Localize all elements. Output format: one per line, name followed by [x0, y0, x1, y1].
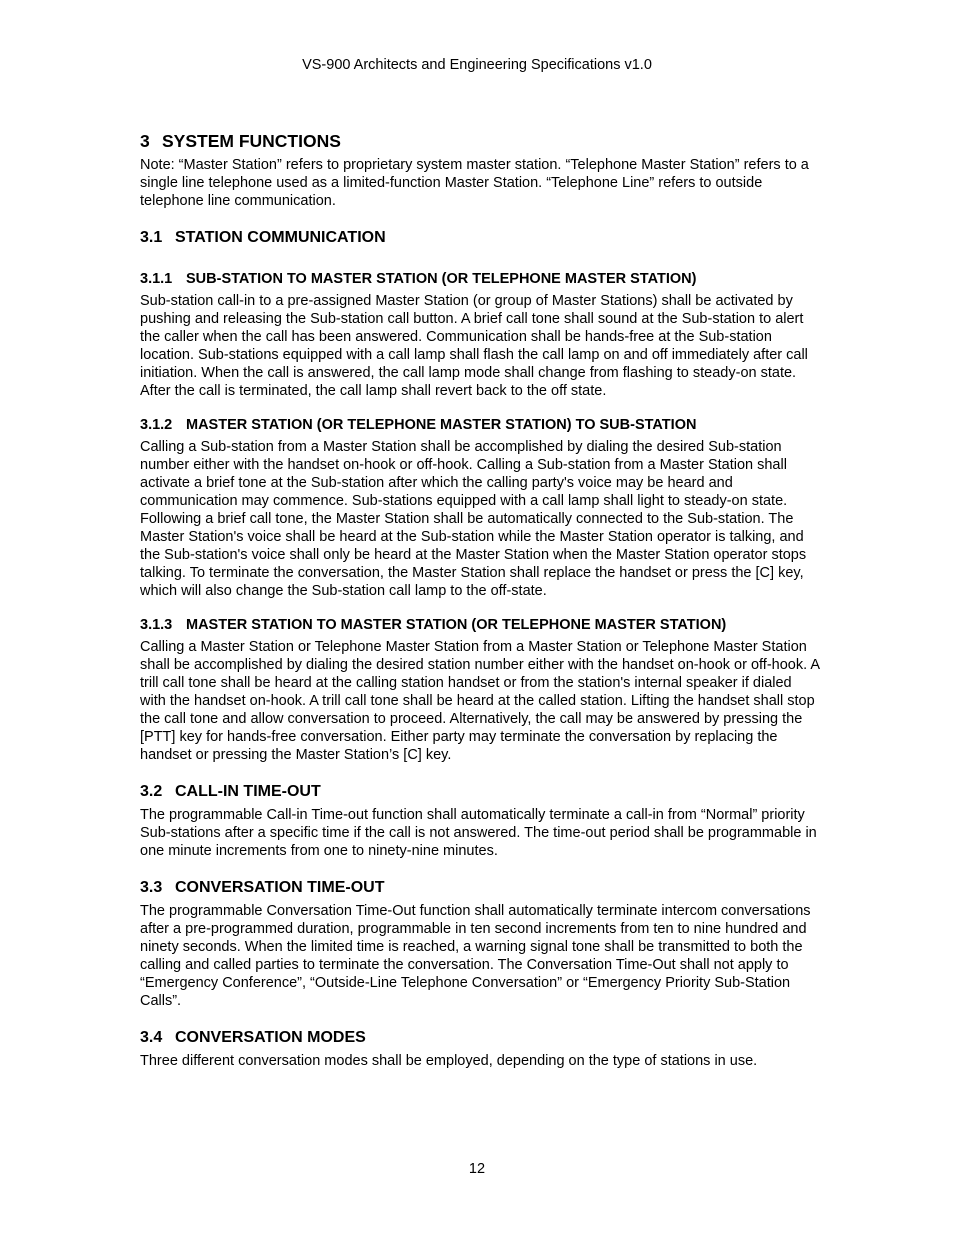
section-paragraph: Calling a Master Station or Telephone Master Station from a Master Station or Telephone Master Station shall be accomplished by dialing the desired station number either with the handset on-hook or off-hook. A trill call tone shall be heard at the calling station handset or from the station's internal speaker if dialed with the handset on-hook. A trill call tone shall be heard at the called station. Lifting the handset shall stop the call tone and allow conversation to proceed. Alternatively, the call may be answered by pressing the [PTT] key for hands-free conversation. Either party may terminate the conversation by replacing the handset or pressing the Master Station’s [C] key.: [140, 639, 820, 763]
subsection-heading: [140, 416, 820, 434]
section-number: 3.3: [140, 879, 163, 896]
section-heading: [140, 228, 820, 248]
section-paragraph: Calling a Sub-station from a Master Station shall be accomplished by dialing the desired Sub-station number either with the handset on-hook or off-hook. Calling a Sub-station from a Master Station shall activate a brief tone at the Sub-station after which the calling party's voice may be heard and communication may commence. Sub-stations equipped with a call lamp shall light to steady-on state. Following a brief call tone, the Master Station shall be automatically connected to the Sub-station. The Master Station's voice shall be heard at the Sub-station while the Master Station operator is talking, and the Sub-station's voice shall only be heard at the Master Station when the Master Station operator stops talking. To terminate the conversation, the Master Station shall replace the handset or press the [C] key, which will also change the Sub-station call lamp to the off-state.: [140, 439, 807, 599]
page-number: 12: [468, 1161, 486, 1177]
section-title: CONVERSATION MODES: [175, 1029, 366, 1046]
section-number: 3.1: [140, 229, 163, 246]
section-number: 3.4: [140, 1029, 163, 1046]
section-number: 3.1.2: [140, 417, 173, 433]
page-body: [140, 130, 820, 1070]
section-title: CONVERSATION TIME-OUT: [175, 879, 385, 896]
section-heading: [140, 130, 820, 152]
section-number: 3.2: [140, 783, 163, 800]
section-number: 3.1.1: [140, 271, 173, 287]
section-title: MASTER STATION (OR TELEPHONE MASTER STATION) TO SUB-STATION: [186, 417, 697, 433]
subsection-heading: [140, 270, 820, 288]
section-number: 3: [140, 131, 150, 151]
section-title: MASTER STATION TO MASTER STATION (OR TELEPHONE MASTER STATION): [186, 617, 727, 633]
section-title: SYSTEM FUNCTIONS: [162, 131, 341, 151]
page-header: VS-900 Architects and Engineering Specifications v1.0: [302, 57, 652, 73]
section-heading: [140, 782, 820, 802]
section-title: SUB-STATION TO MASTER STATION (OR TELEPHONE MASTER STATION): [186, 271, 697, 287]
section-title: CALL-IN TIME-OUT: [175, 783, 321, 800]
section-paragraph: Sub-station call-in to a pre-assigned Master Station (or group of Master Stations) shall be activated by pushing and releasing the Sub-station call button. A brief call tone shall sound at the Sub-station to alert the caller when the call has been answered. Communication shall be hands-free at the Sub-station location. Sub-stations equipped with a call lamp shall flash the call lamp on and off immediately after call initiation. When the call is answered, the call lamp mode shall change from flashing to steady-on state. After the call is terminated, the call lamp shall revert back to the off state.: [140, 293, 808, 399]
section-paragraph: The programmable Call-in Time-out function shall automatically terminate a call-in from “Normal” priority Sub-stations after a specific time if the call is not answered. The time-out period shall be programmable in one minute increments from one to ninety-nine minutes.: [140, 807, 817, 859]
section-number: 3.1.3: [140, 617, 173, 633]
subsection-heading: [140, 616, 820, 634]
section-paragraph: The programmable Conversation Time-Out function shall automatically terminate intercom conversations after a pre-programmed duration, programmable in ten second increments from ten to nine hundred and ninety seconds. When the limited time is reached, a warning signal tone shall be transmitted to both the calling and called parties to terminate the conversation. The Conversation Time-Out shall not apply to “Emergency Conference”, “Outside-Line Telephone Conversation” or “Emergency Priority Sub-Station Calls”.: [140, 903, 811, 1009]
section-paragraph: Three different conversation modes shall be employed, depending on the type of stations in use.: [140, 1053, 758, 1069]
section-heading: [140, 878, 820, 898]
section-title: STATION COMMUNICATION: [175, 229, 386, 246]
section-heading: [140, 1028, 820, 1048]
section-paragraph: Note: “Master Station” refers to proprietary system master station. “Telephone Master Station” refers to a single line telephone used as a limited-function Master Station. “Telephone Line” refers to outside telephone line communication.: [140, 157, 809, 209]
